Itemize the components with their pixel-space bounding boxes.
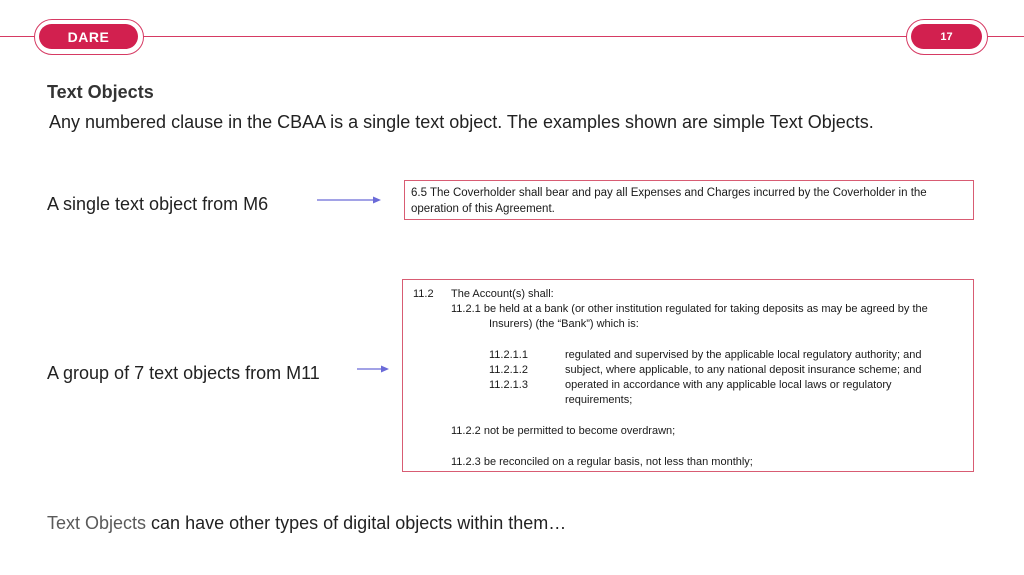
- clause-text: 11.2.2 not be permitted to become overdrawn;: [451, 425, 676, 437]
- group-example-label: A group of 7 text objects from M11: [47, 363, 320, 383]
- clause-number: 11.2: [413, 288, 434, 300]
- clause-number: 11.2.1.3: [489, 379, 528, 391]
- logo-badge: [34, 19, 144, 55]
- page-number-badge: [906, 19, 988, 55]
- clause-text: subject, where applicable, to any national deposit insurance scheme; and: [565, 364, 922, 376]
- header-rule: [0, 36, 1024, 37]
- single-text-object-box: [404, 180, 974, 220]
- slide-heading: Text Objects: [47, 82, 154, 102]
- clause-text: operated in accordance with any applicable local laws or regulatory: [565, 379, 892, 391]
- page-number: 17: [911, 24, 982, 49]
- single-example-label: A single text object from M6: [47, 194, 269, 214]
- clause-text: Insurers) (the “Bank”) which is:: [489, 318, 639, 330]
- clause-text: requirements;: [565, 394, 633, 406]
- arrow-right-icon: [357, 363, 391, 375]
- footer-highlight: Text Objects: [47, 513, 147, 533]
- arrow-right-icon: [317, 194, 383, 206]
- clause-number: 11.2.1.1: [489, 349, 528, 361]
- text-object-group-box: [402, 279, 974, 472]
- clause-number: 11.2.1.2: [489, 364, 528, 376]
- clause-line: operation of this Agreement.: [411, 203, 555, 215]
- clause-line: 6.5 The Coverholder shall bear and pay all Expenses and Charges incurred by the Coverholder in the: [411, 187, 927, 199]
- clause-text: regulated and supervised by the applicable local regulatory authority; and: [565, 349, 922, 361]
- logo-text: DARE: [39, 24, 138, 49]
- clause-text: 11.2.1 be held at a bank (or other institution regulated for taking deposits as may be agreed by the: [451, 303, 928, 315]
- intro-text: Any numbered clause in the CBAA is a single text object. The examples shown are simple Text Objects.: [49, 112, 874, 132]
- clause-text: 11.2.3 be reconciled on a regular basis, not less than monthly;: [451, 456, 753, 468]
- footer-rest: can have other types of digital objects within them…: [146, 513, 567, 533]
- clause-text: The Account(s) shall:: [451, 288, 554, 300]
- footer-text: [47, 513, 566, 534]
